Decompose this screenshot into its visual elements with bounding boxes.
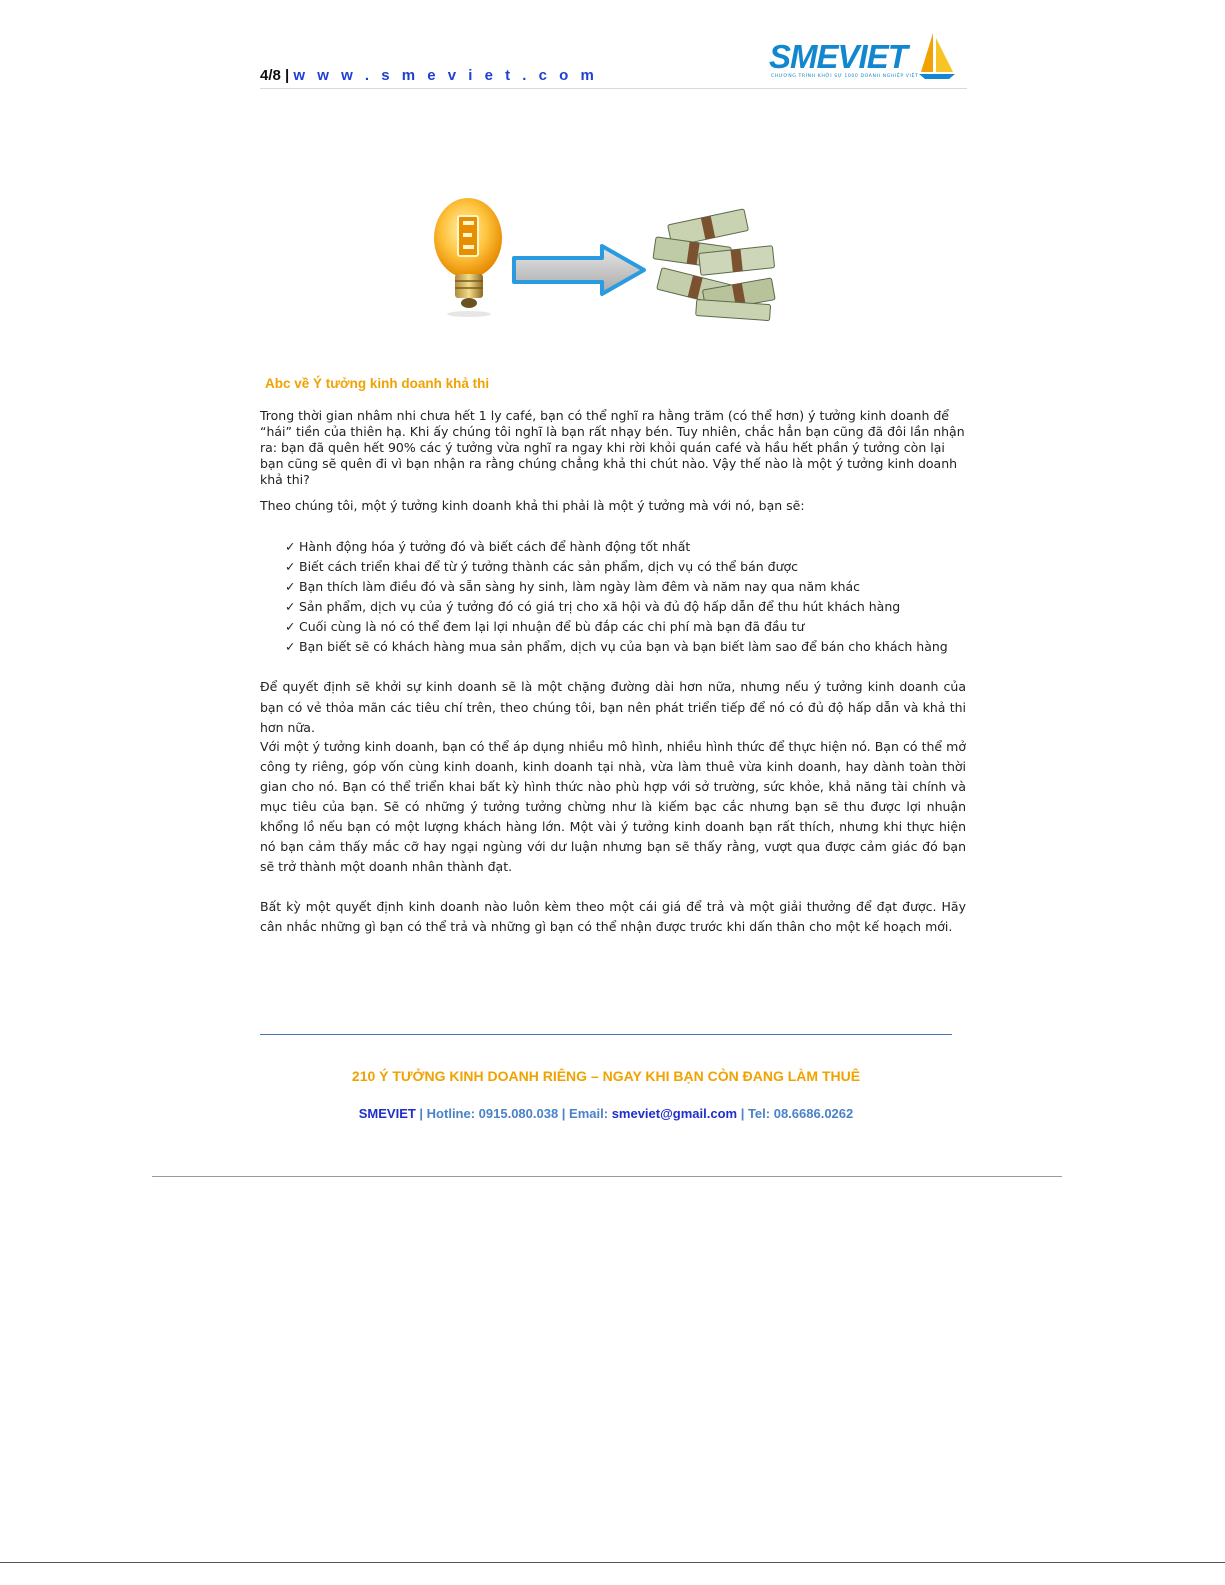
website-link[interactable]: w w w . s m e v i e t . c o m [293, 67, 598, 84]
smeviet-logo [769, 30, 959, 84]
check-icon: ✓ [285, 599, 296, 614]
list-item: ✓ Bạn thích làm điều đó và sẵn sàng hy sinh, làm ngày làm đêm và năm nay qua năm khác [285, 577, 948, 597]
footer-brand: SMEVIET [358, 1106, 416, 1121]
decision-paragraph: Để quyết định sẽ khởi sự kinh doanh sẽ là một chặng đường dài hơn nữa, nhưng nếu ý tưởng kinh doanh của bạn có vẻ thỏa mãn các tiêu chí trên, theo chúng tôi, bạn nên phát triển tiếp để nó có đủ độ hấp dẫn và khả thi hơn nữa. [260, 679, 966, 735]
logo-tagline: CHƯƠNG TRÌNH KHỞI SỰ 1000 DOANH NGHIỆP VIỆT [771, 74, 919, 79]
criteria-lead-paragraph: Theo chúng tôi, một ý tưởng kinh doanh khả thi phải là một ý tưởng mà với nó, bạn sẽ: [260, 498, 805, 513]
check-icon: ✓ [285, 559, 296, 574]
footer-tel: | Tel: 08.6686.0262 [737, 1106, 854, 1121]
check-icon: ✓ [285, 539, 296, 554]
header-separator: | [285, 67, 290, 84]
footer-title: 210 Ý TƯỞNG KINH DOANH RIÊNG – NGAY KHI BẠN CÒN ĐANG LÀM THUÊ [351, 1068, 861, 1084]
list-item: ✓ Hành động hóa ý tưởng đó và biết cách để hành động tốt nhất [285, 537, 948, 557]
criteria-checklist [285, 537, 948, 657]
page-number-line [260, 67, 598, 84]
intro-paragraph: Trong thời gian nhâm nhi chưa hết 1 ly café, bạn có thể nghĩ ra hằng trăm (có thể hơn) ý tưởng kinh doanh để “hái” tiền của thiên hạ. Khi ấy chúng tôi nghĩ là bạn rất nhạy bén. Tuy nhiên, chắc hẳn bạn cũng đã đôi lần nhận ra: bạn đã quên hết 90% các ý tưởng vừa nghĩ ra ngay khi rời khỏi quán café và hầu hết phần ý tưởng còn lại bạn cũng sẽ quên đi vì bạn nhận ra rằng chúng chẳng khả thi chút nào. Vậy thế nào là một ý tưởng kinh doanh khả thi? [260, 408, 965, 487]
money-stack-icon [653, 209, 775, 321]
footer-email-link[interactable]: smeviet@gmail.com [611, 1106, 738, 1121]
bottom-divider [0, 1562, 1225, 1563]
logo-text: SMEVIET [769, 38, 907, 75]
check-icon: ✓ [285, 639, 296, 654]
list-item: ✓ Bạn biết sẽ có khách hàng mua sản phẩm, dịch vụ của bạn và bạn biết làm sao để bán cho khách hàng [285, 637, 948, 657]
closing-paragraph: Bất kỳ một quyết định kinh doanh nào luôn kèm theo một cái giá để trả và một giải thưởng để đạt được. Hãy cân nhắc những gì bạn có thể trả và những gì bạn có thể nhận được trước khi dấn thân cho một kế hoạch mới. [260, 899, 966, 934]
section-title: Abc về Ý tưởng kinh doanh khả thi [265, 376, 490, 391]
list-item: ✓ Sản phẩm, dịch vụ của ý tưởng đó có giá trị cho xã hội và đủ độ hấp dẫn để thu hút khách hàng [285, 597, 948, 617]
models-paragraph: Với một ý tưởng kinh doanh, bạn có thể áp dụng nhiều mô hình, nhiều hình thức để thực hiện nó. Bạn có thể mở công ty riêng, góp vốn cùng kinh doanh, kinh doanh tại nhà, vừa làm thuê vừa kinh doanh, hay dành toàn thời gian cho nó. Bạn có thể triển khai bất kỳ hình thức nào phù hợp với sở trường, sức khỏe, khả năng tài chính và mục tiêu của bạn. Sẽ có những ý tưởng tưởng chừng như là kiếm bạc cắc nhưng bạn sẽ thu được lợi nhuận khổng lồ nếu bạn có một lượng khách hàng lớn. Một vài ý tưởng kinh doanh bạn rất thích, nhưng khi thực hiện nó bạn cảm thấy mắc cỡ hay ngại ngùng với dư luận nhưng bạn sẽ thấy rằng, vượt qua được cảm giác đó bạn sẽ trở thành một doanh nhân thành đạt. [260, 739, 966, 874]
footer-hotline: | Hotline: 0915.080.038 | Email: [415, 1106, 612, 1121]
list-item: ✓ Biết cách triển khai để từ ý tưởng thành các sản phẩm, dịch vụ có thể bán được [285, 557, 948, 577]
footer-divider [260, 1034, 952, 1035]
lightbulb-icon [434, 198, 502, 317]
footer-contact [260, 1106, 952, 1121]
list-item: ✓ Cuối cùng là nó có thể đem lại lợi nhuận để bù đắp các chi phí mà bạn đã đầu tư [285, 617, 948, 637]
sailboat-icon [919, 30, 957, 80]
arrow-right-icon [514, 246, 644, 294]
page-header [260, 30, 967, 89]
check-icon: ✓ [285, 619, 296, 634]
page-end-divider [152, 1176, 1062, 1177]
check-icon: ✓ [285, 579, 296, 594]
page-number: 4/8 [260, 67, 281, 84]
idea-to-money-illustration [432, 192, 792, 324]
